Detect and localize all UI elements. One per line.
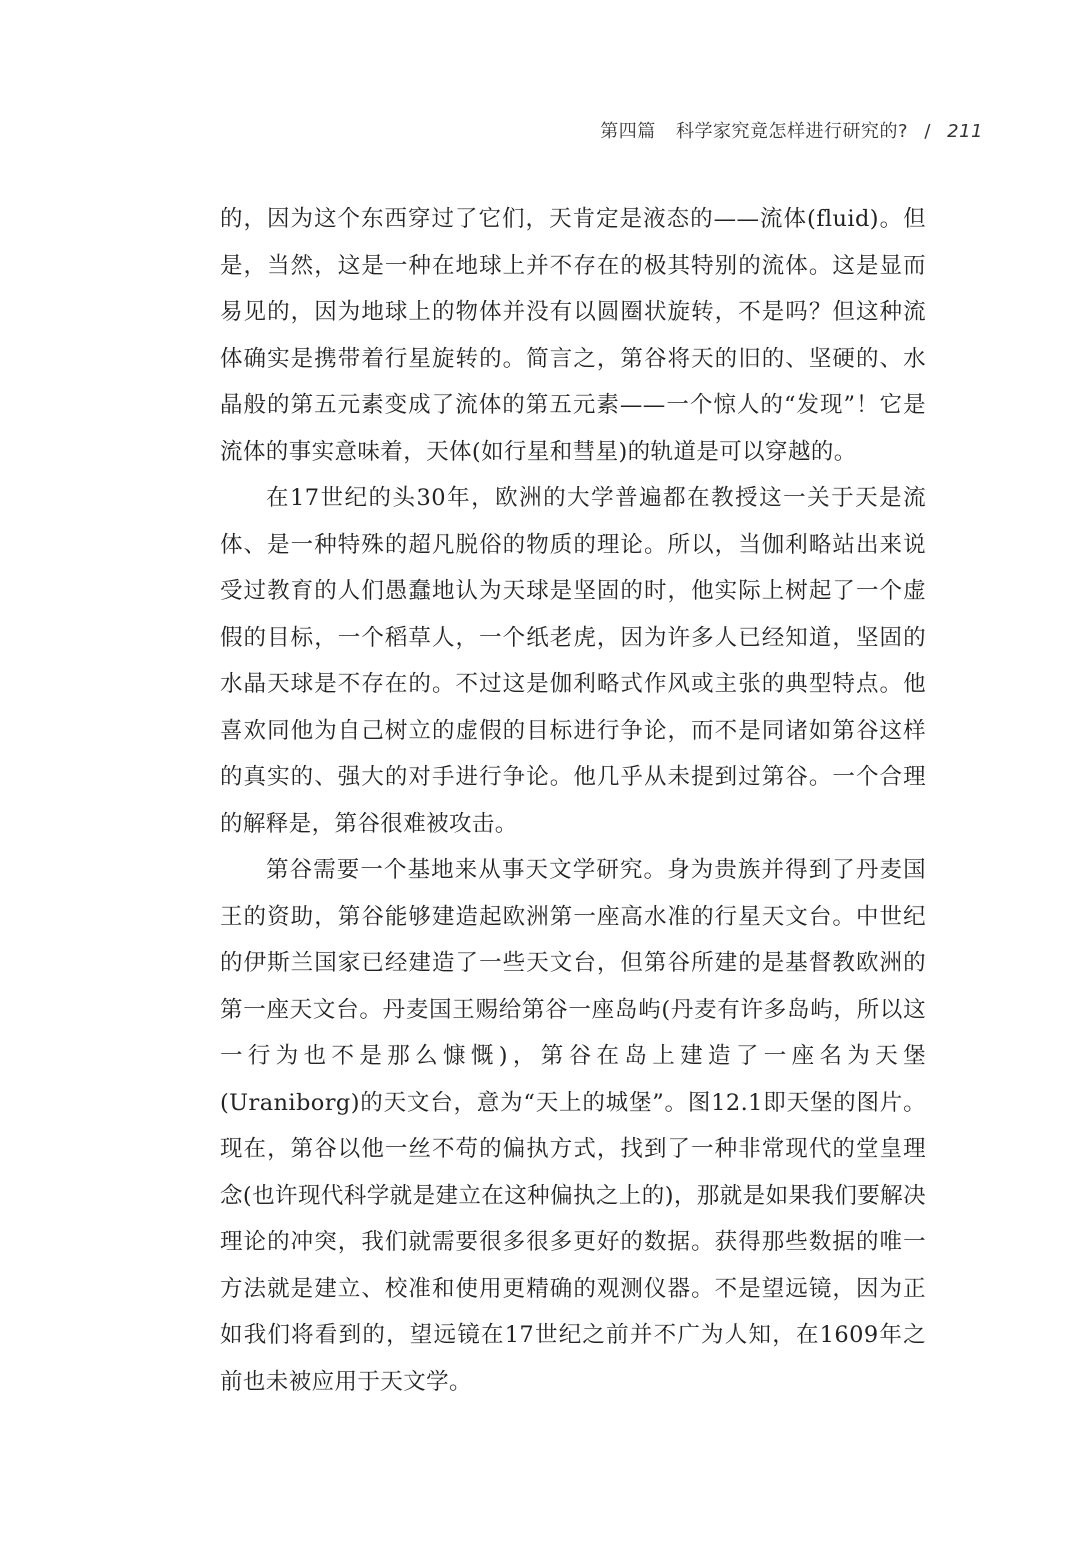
paragraph-1: 的，因为这个东西穿过了它们，天肯定是液态的——流体(fluid)。但是，当然，这是一种在地球上并不存在的极其特别的流体。这是显而易见的，因为地球上的物体并没有以圆圈状旋转，不是吗？但这种流体确实是携带着行星旋转的。简言之，第谷将天的旧的、坚硬的、水晶般的第五元素变成了流体的第五元素——一个惊人的“发现”！它是流体的事实意味着，天体(如行星和彗星)的轨道是可以穿越的。	[220, 206, 926, 465]
running-header	[600, 117, 983, 143]
paragraph-3: 第谷需要一个基地来从事天文学研究。身为贵族并得到了丹麦国王的资助，第谷能够建造起欧洲第一座高水准的行星天文台。中世纪的伊斯兰国家已经建造了一些天文台，但第谷所建的是基督教欧洲的第一座天文台。丹麦国王赐给第谷一座岛屿(丹麦有许多岛屿，所以这一行为也不是那么慷慨)，第谷在岛上建造了一座名为天堡(Uraniborg)的天文台，意为“天上的城堡”。图12.1即天堡的图片。现在，第谷以他一丝不苟的偏执方式，找到了一种非常现代的堂皇理念(也许现代科学就是建立在这种偏执之上的)，那就是如果我们要解决理论的冲突，我们就需要很多很多更好的数据。获得那些数据的唯一方法就是建立、校准和使用更精确的观测仪器。不是望远镜，因为正如我们将看到的，望远镜在17世纪之前并不广为人知，在1609年之前也未被应用于天文学。	[220, 857, 926, 1395]
paragraph-2: 在17世纪的头30年，欧洲的大学普遍都在教授这一关于天是流体、是一种特殊的超凡脱俗的物质的理论。所以，当伽利略站出来说受过教育的人们愚蠢地认为天球是坚固的时，他实际上树起了一个虚假的目标，一个稻草人，一个纸老虎，因为许多人已经知道，坚固的水晶天球是不存在的。不过这是伽利略式作风或主张的典型特点。他喜欢同他为自己树立的虚假的目标进行争论，而不是同诸如第谷这样的真实的、强大的对手进行争论。他几乎从未提到过第谷。一个合理的解释是，第谷很难被攻击。	[220, 485, 926, 837]
header-part: 第四篇	[600, 121, 656, 142]
header-separator: /	[924, 121, 931, 142]
body-text	[220, 196, 926, 1405]
header-section-title: 科学家究竟怎样进行研究的?	[676, 121, 909, 142]
page-number: 211	[947, 121, 983, 142]
